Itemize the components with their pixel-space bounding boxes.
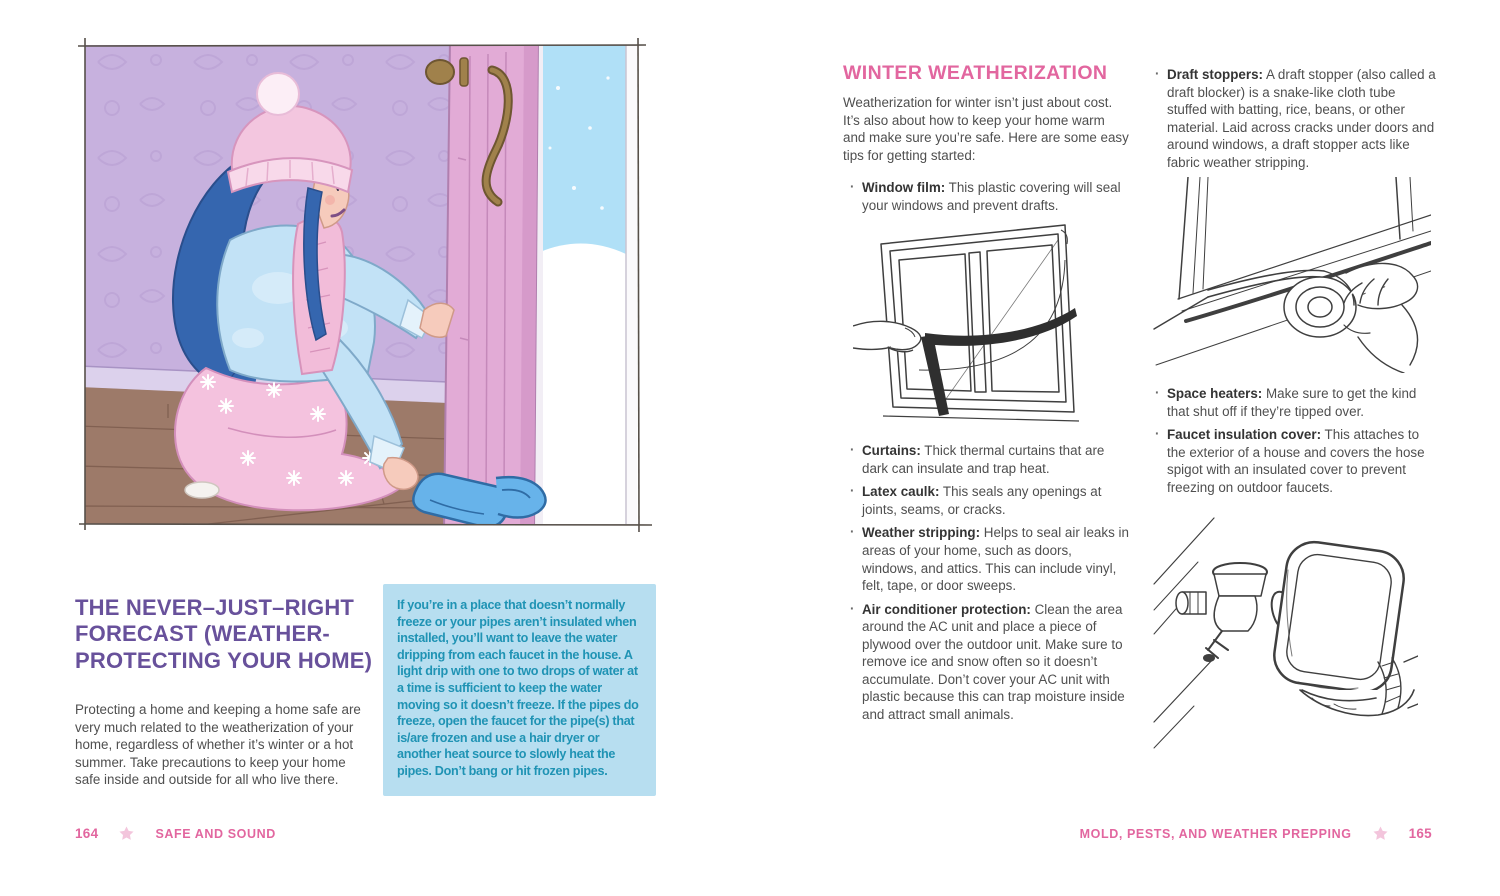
left-page-title: THE NEVER–JUST–RIGHT FORECAST (WEATHER-PROTECTING YOUR HOME)	[75, 594, 373, 673]
bullet-curtains: · Curtains: Thick thermal curtains that are dark can insulate and trap heat.	[850, 442, 1105, 476]
left-page-number: 164	[75, 826, 99, 841]
bullet-ac-protection: · Air conditioner protection: Clean the area around the AC unit and place a piece of plywood over the outdoor unit. Make sure to remove ice and snow often so it doesn’t accumulate. Don’t cover your AC unit with plastic because this can trap moisture inside and attract small animals.	[850, 600, 1125, 722]
bullet-marker: ·	[1155, 426, 1160, 442]
bullet-weather-stripping: · Weather stripping: Helps to seal air leaks in areas of your home, such as doors, windows, and attics. This can include vinyl, felt, tape, or door sweeps.	[850, 524, 1129, 594]
tip-box-text: If you’re in a place that doesn’t normally freeze or your pipes aren’t insulated when installed, you’ll want to leave the water dripping from each faucet in the house. A light drip with one to two drops of water at a time is sufficient to keep the water moving so it doesn’t freeze. If the pipes do freeze, open the faucet for the pipe(s) that is/are frozen and use a hair dryer or another heat source to slowly heat the pipes. Don’t bang or hit frozen pipes.	[397, 598, 639, 779]
draft-stopper-scene-illustration	[78, 38, 652, 532]
right-page-number: 165	[1408, 826, 1432, 841]
right-section-label: MOLD, PESTS, AND WEATHER PREPPING	[1079, 826, 1352, 841]
bullet-marker: ·	[850, 524, 855, 540]
right-page-column-1	[843, 62, 1129, 729]
bullet-draft-stoppers: · Draft stoppers: A draft stopper (also called a draft blocker) is a snake-like cloth tube stuffed with batting, rice, beans, or other material. Laid across cracks under doors and around windows, a draft stopper acts like fabric weather stripping.	[1155, 66, 1436, 170]
draft-stopper-sketch	[1148, 177, 1431, 373]
bullet-marker: ·	[1155, 66, 1160, 81]
woman-placing-draft-stopper-illustration	[78, 38, 652, 532]
bullet-space-heaters: · Space heaters: Make sure to get the kind that shut off if they’re tipped over.	[1155, 385, 1417, 419]
bullet-marker: ·	[850, 600, 855, 616]
right-page-column-2	[1148, 66, 1436, 750]
star-icon	[119, 826, 134, 841]
bullet-marker: ·	[850, 483, 855, 499]
left-section-label: SAFE AND SOUND	[155, 826, 276, 841]
frozen-pipes-tip-box	[383, 584, 656, 796]
bullet-window-film: · Window film: This plastic covering will seal your windows and prevent drafts.	[850, 179, 1121, 213]
bullet-marker: ·	[1155, 385, 1160, 401]
left-page-footer	[75, 826, 276, 841]
bullet-marker: ·	[850, 179, 855, 195]
star-icon	[1373, 826, 1388, 841]
left-page-body: Protecting a home and keeping a home safe are very much related to the weatherization of your home, regardless of whether it’s winter or a hot summer. Take precautions to keep your home safe inside and outside for all who live there.	[75, 702, 361, 788]
bullet-faucet-cover: · Faucet insulation cover: This attaches to the exterior of a house and covers the hose spigot with an insulated cover to prevent freezing on outdoor faucets.	[1155, 426, 1425, 496]
bullet-latex-caulk: · Latex caulk: This seals any openings at joints, seams, or cracks.	[850, 483, 1102, 517]
right-page-intro: Weatherization for winter isn’t just about cost. It’s also about how to keep your home warm and make sure you’re safe. Here are some easy tips for getting started:	[843, 95, 1129, 163]
right-page-footer	[1080, 826, 1432, 841]
window-film-sketch	[853, 220, 1096, 430]
right-page-title: WINTER WEATHERIZATION	[843, 62, 1108, 84]
faucet-cover-sketch	[1152, 512, 1418, 750]
bullet-marker: ·	[850, 442, 855, 458]
